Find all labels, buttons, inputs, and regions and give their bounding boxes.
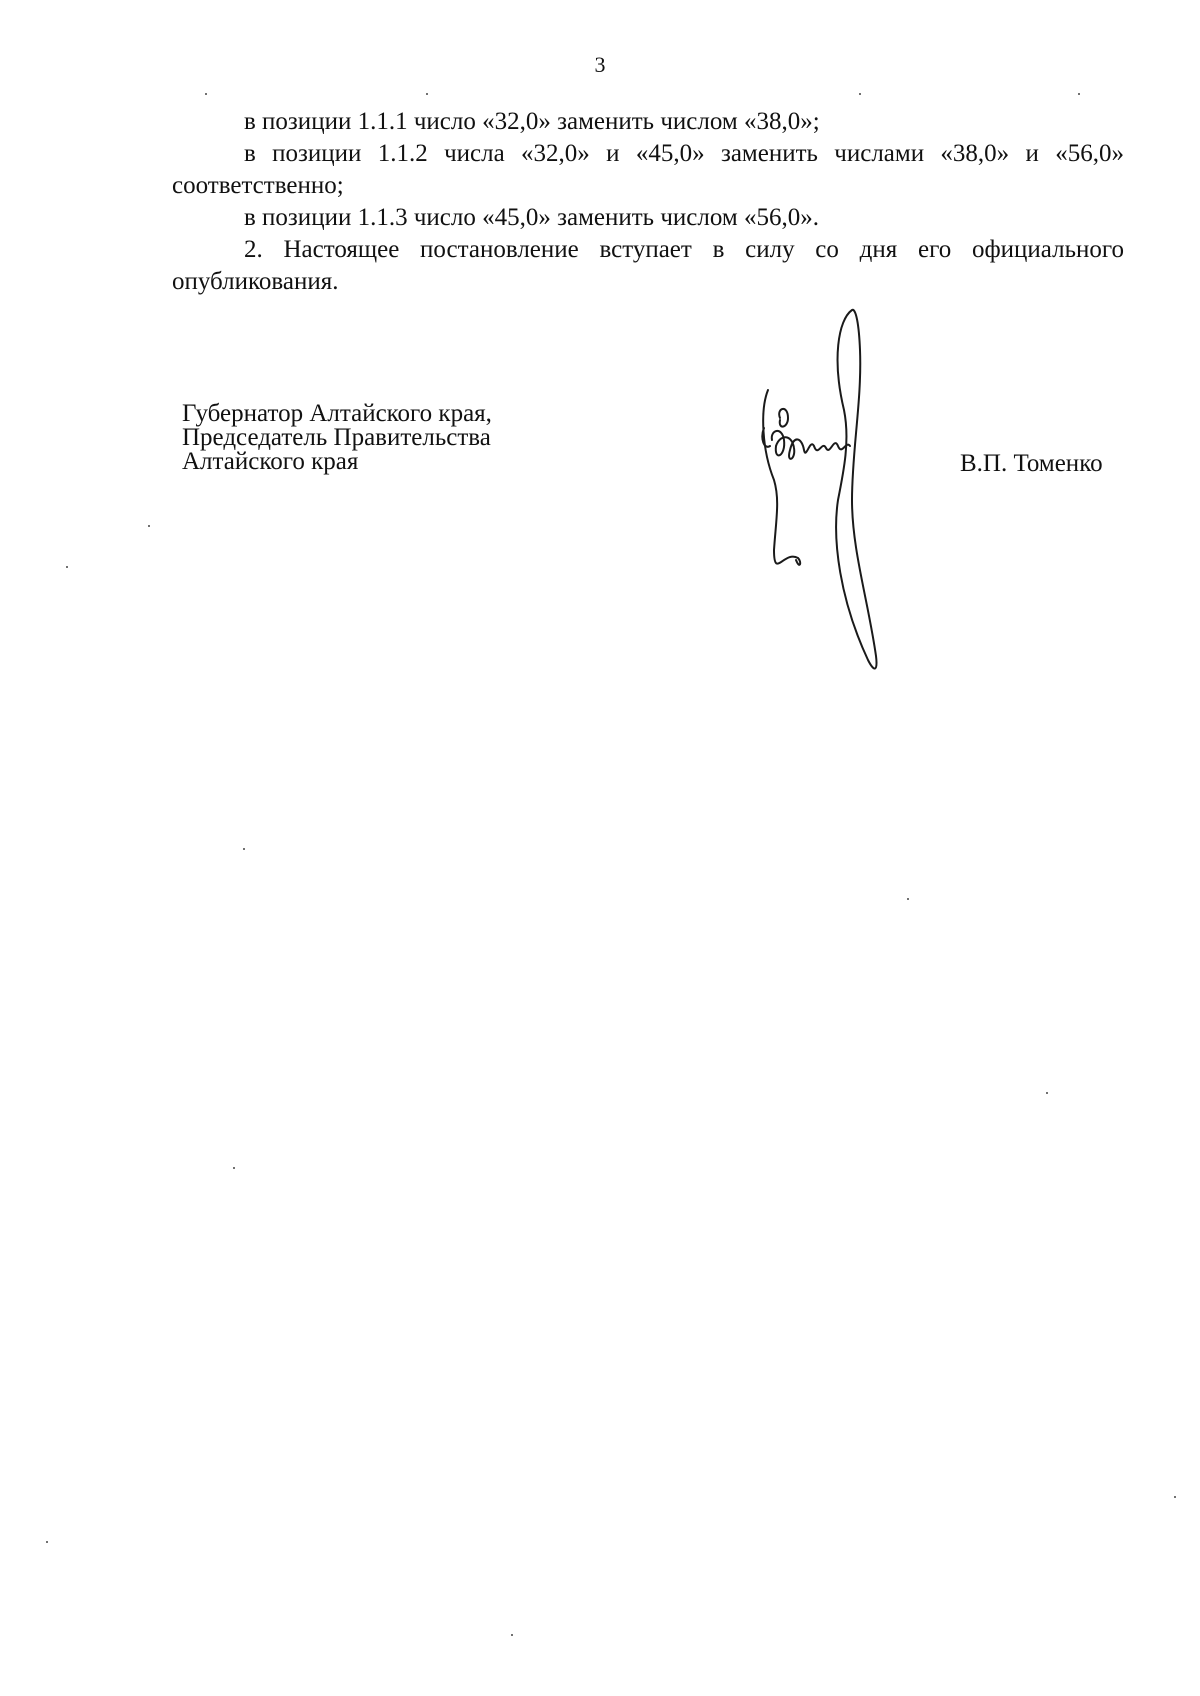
- signatory-name: В.П. Томенко: [960, 450, 1103, 477]
- scan-speck: [1078, 93, 1080, 95]
- signatory-title: [182, 402, 492, 474]
- scan-speck: [907, 898, 909, 900]
- signatory-title-line: Председатель Правительства: [182, 424, 491, 451]
- scan-speck: [66, 566, 68, 568]
- paragraph-position-1-1-2: в позиции 1.1.2 числа «32,0» и «45,0» заменить числами «38,0» и «56,0» соответственно;: [172, 140, 1124, 199]
- paragraph-position-1-1-1: в позиции 1.1.1 число «32,0» заменить числом «38,0»;: [244, 108, 820, 135]
- scan-speck: [233, 1167, 235, 1169]
- scan-speck: [859, 93, 861, 95]
- scan-speck: [511, 1634, 513, 1636]
- scan-speck: [243, 848, 245, 850]
- scan-speck: [46, 1541, 48, 1543]
- scan-speck: [148, 525, 150, 527]
- paragraph-effective-date: 2. Настоящее постановление вступает в силу со дня его официального опубликования.: [172, 236, 1124, 295]
- scan-speck: [1046, 1092, 1048, 1094]
- signatory-title-line: Алтайского края: [182, 448, 359, 475]
- handwritten-signature-icon: [740, 300, 920, 690]
- page-number: 3: [594, 52, 606, 77]
- signatory-title-line: Губернатор Алтайского края,: [182, 400, 492, 427]
- scan-speck: [426, 93, 428, 95]
- scan-speck: [1174, 1496, 1176, 1498]
- document-body: [172, 106, 1124, 298]
- scan-speck: [205, 93, 207, 95]
- paragraph-position-1-1-3: в позиции 1.1.3 число «45,0» заменить числом «56,0».: [244, 204, 819, 231]
